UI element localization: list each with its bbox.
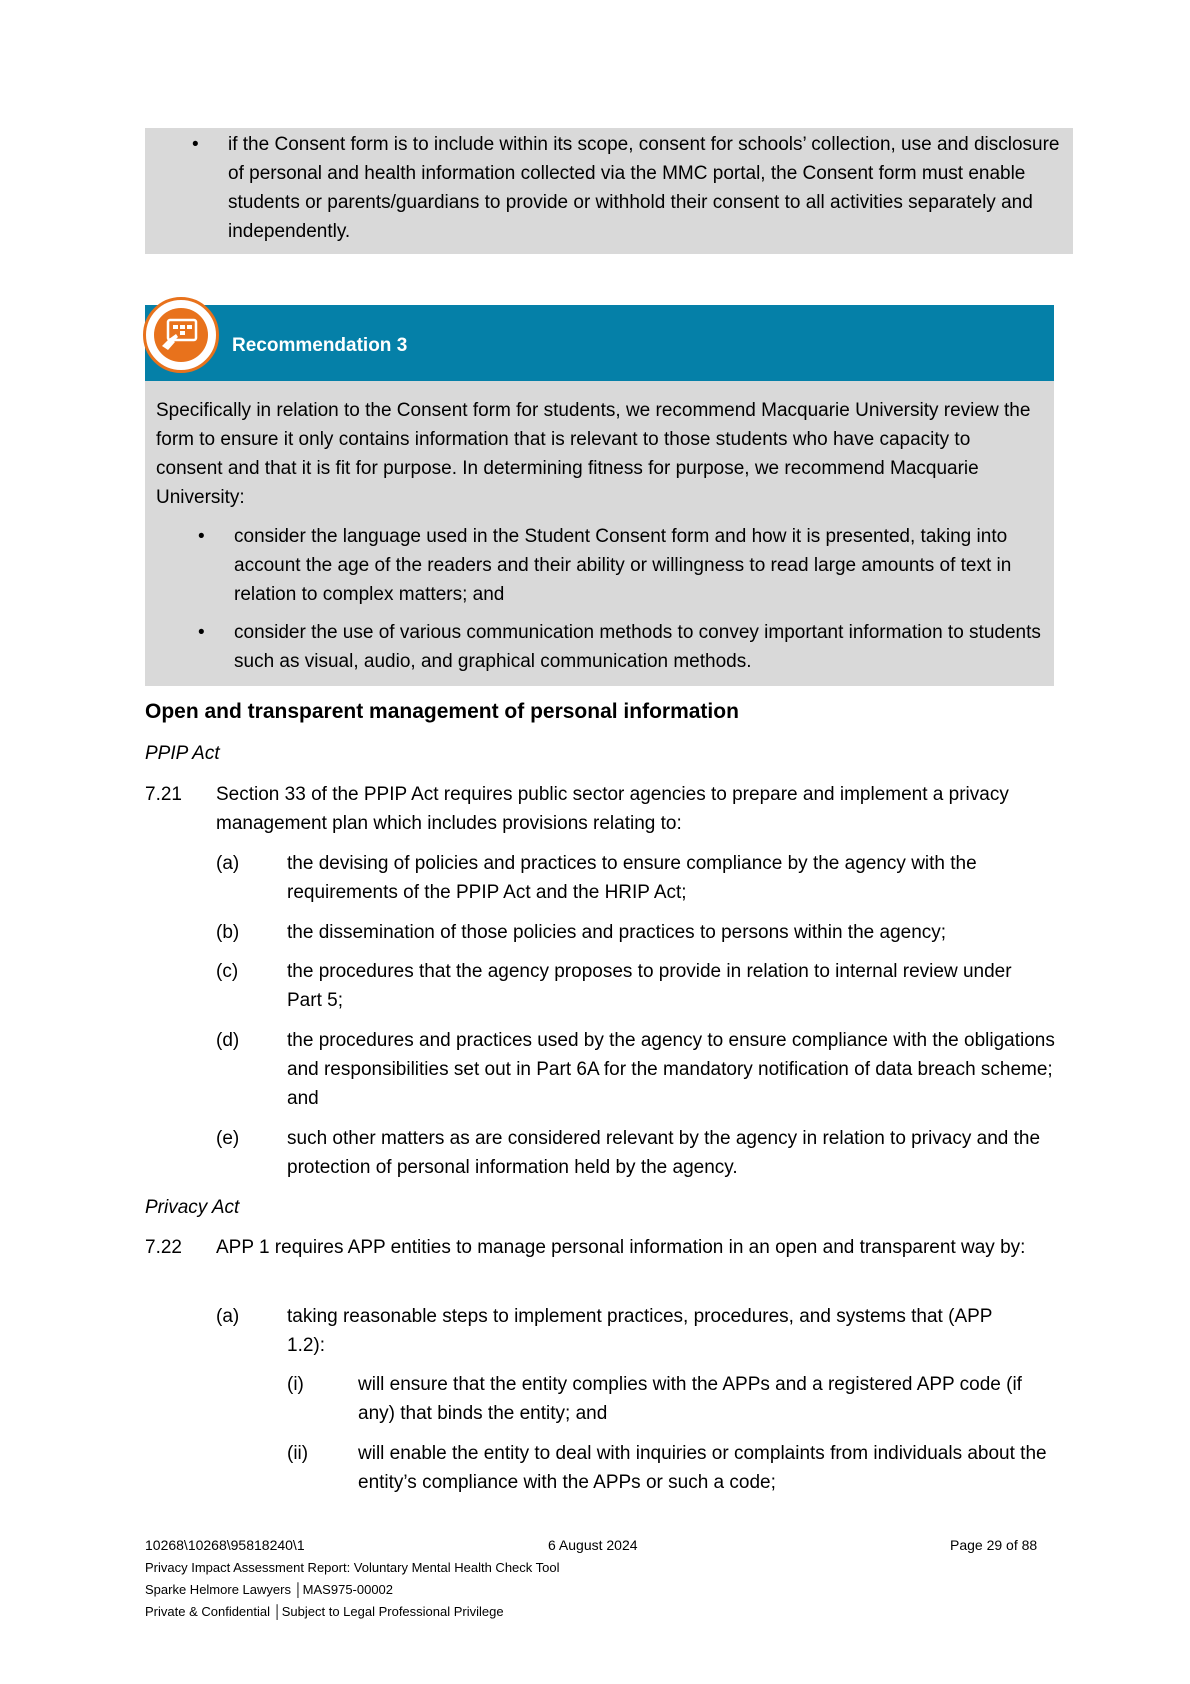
- list-label: (e): [216, 1128, 240, 1149]
- list-item-a: taking reasonable steps to implement practices, procedures, and systems that (APP 1.2):: [287, 1306, 993, 1356]
- bullet-marker: •: [192, 134, 199, 155]
- list-item-c: the procedures that the agency proposes to provide in relation to internal review under Part 5;: [287, 961, 1012, 1011]
- paragraph-7-21-text: Section 33 of the PPIP Act requires public sector agencies to prepare and implement a privacy management plan which includes provisions relating to:: [216, 784, 1009, 834]
- recommendation-bullet-1: consider the language used in the Student Consent form and how it is presented, taking into account the age of the readers and their ability or willingness to read large amounts of text in relation to complex matters; and: [234, 526, 1012, 605]
- presentation-hand-icon: [143, 297, 219, 373]
- list-label: (c): [216, 961, 239, 982]
- ppip-act-subheading: PPIP Act: [145, 743, 220, 764]
- recommendation-title: Recommendation 3: [232, 335, 408, 356]
- footer-firm: Sparke Helmore Lawyers │MAS975-00002: [145, 1582, 394, 1597]
- footer-report-title: Privacy Impact Assessment Report: Voluntary Mental Health Check Tool: [145, 1560, 560, 1575]
- bullet-marker: •: [198, 526, 205, 547]
- list-label: (a): [216, 853, 240, 874]
- list-item-d: the procedures and practices used by the agency to ensure compliance with the obligations and responsibilities set out in Part 6A for the mandatory notification of data breach scheme; and: [287, 1030, 1055, 1109]
- sub-list-item-i: will ensure that the entity complies with the APPs and a registered APP code (if any) that binds the entity; and: [358, 1374, 1022, 1424]
- list-label: (d): [216, 1030, 240, 1051]
- sub-list-label: (i): [287, 1374, 304, 1395]
- footer-confidentiality: Private & Confidential │Subject to Legal Professional Privilege: [145, 1604, 504, 1619]
- paragraph-7-22-text: APP 1 requires APP entities to manage personal information in an open and transparent way by:: [216, 1237, 1026, 1258]
- top-callout-text: if the Consent form is to include within its scope, consent for schools’ collection, use and disclosure of personal and health information collected via the MMC portal, the Consent form must enable students or parents/guardians to provide or withhold their consent to all activities separately and independently.: [228, 134, 1060, 242]
- list-item-b: the dissemination of those policies and practices to persons within the agency;: [287, 922, 947, 943]
- list-label: (b): [216, 922, 240, 943]
- recommendation-bullet-2: consider the use of various communication methods to convey important information to students such as visual, audio, and graphical communication methods.: [234, 622, 1041, 672]
- footer-doc-ref: 10268\10268\95818240\1: [145, 1537, 305, 1553]
- sub-list-label: (ii): [287, 1443, 309, 1464]
- sub-list-item-ii: will enable the entity to deal with inquiries or complaints from individuals about the entity’s compliance with the APPs or such a code;: [358, 1443, 1047, 1493]
- list-item-a: the devising of policies and practices to ensure compliance by the agency with the requirements of the PPIP Act and the HRIP Act;: [287, 853, 977, 903]
- footer-page-number: Page 29 of 88: [950, 1537, 1038, 1553]
- paragraph-number: 7.21: [145, 784, 182, 805]
- recommendation-intro: Specifically in relation to the Consent form for students, we recommend Macquarie University review the form to ensure it only contains information that is relevant to those students who have capacity to consent and that it is fit for purpose. In determining fitness for purpose, we recommend Macquarie University:: [156, 400, 1031, 508]
- section-heading: Open and transparent management of personal information: [145, 700, 739, 723]
- list-item-e: such other matters as are considered relevant by the agency in relation to privacy and the protection of personal information held by the agency.: [287, 1128, 1041, 1178]
- footer-date: 6 August 2024: [548, 1537, 638, 1553]
- privacy-act-subheading: Privacy Act: [145, 1197, 240, 1218]
- paragraph-number: 7.22: [145, 1237, 182, 1258]
- bullet-marker: •: [198, 622, 205, 643]
- list-label: (a): [216, 1306, 240, 1327]
